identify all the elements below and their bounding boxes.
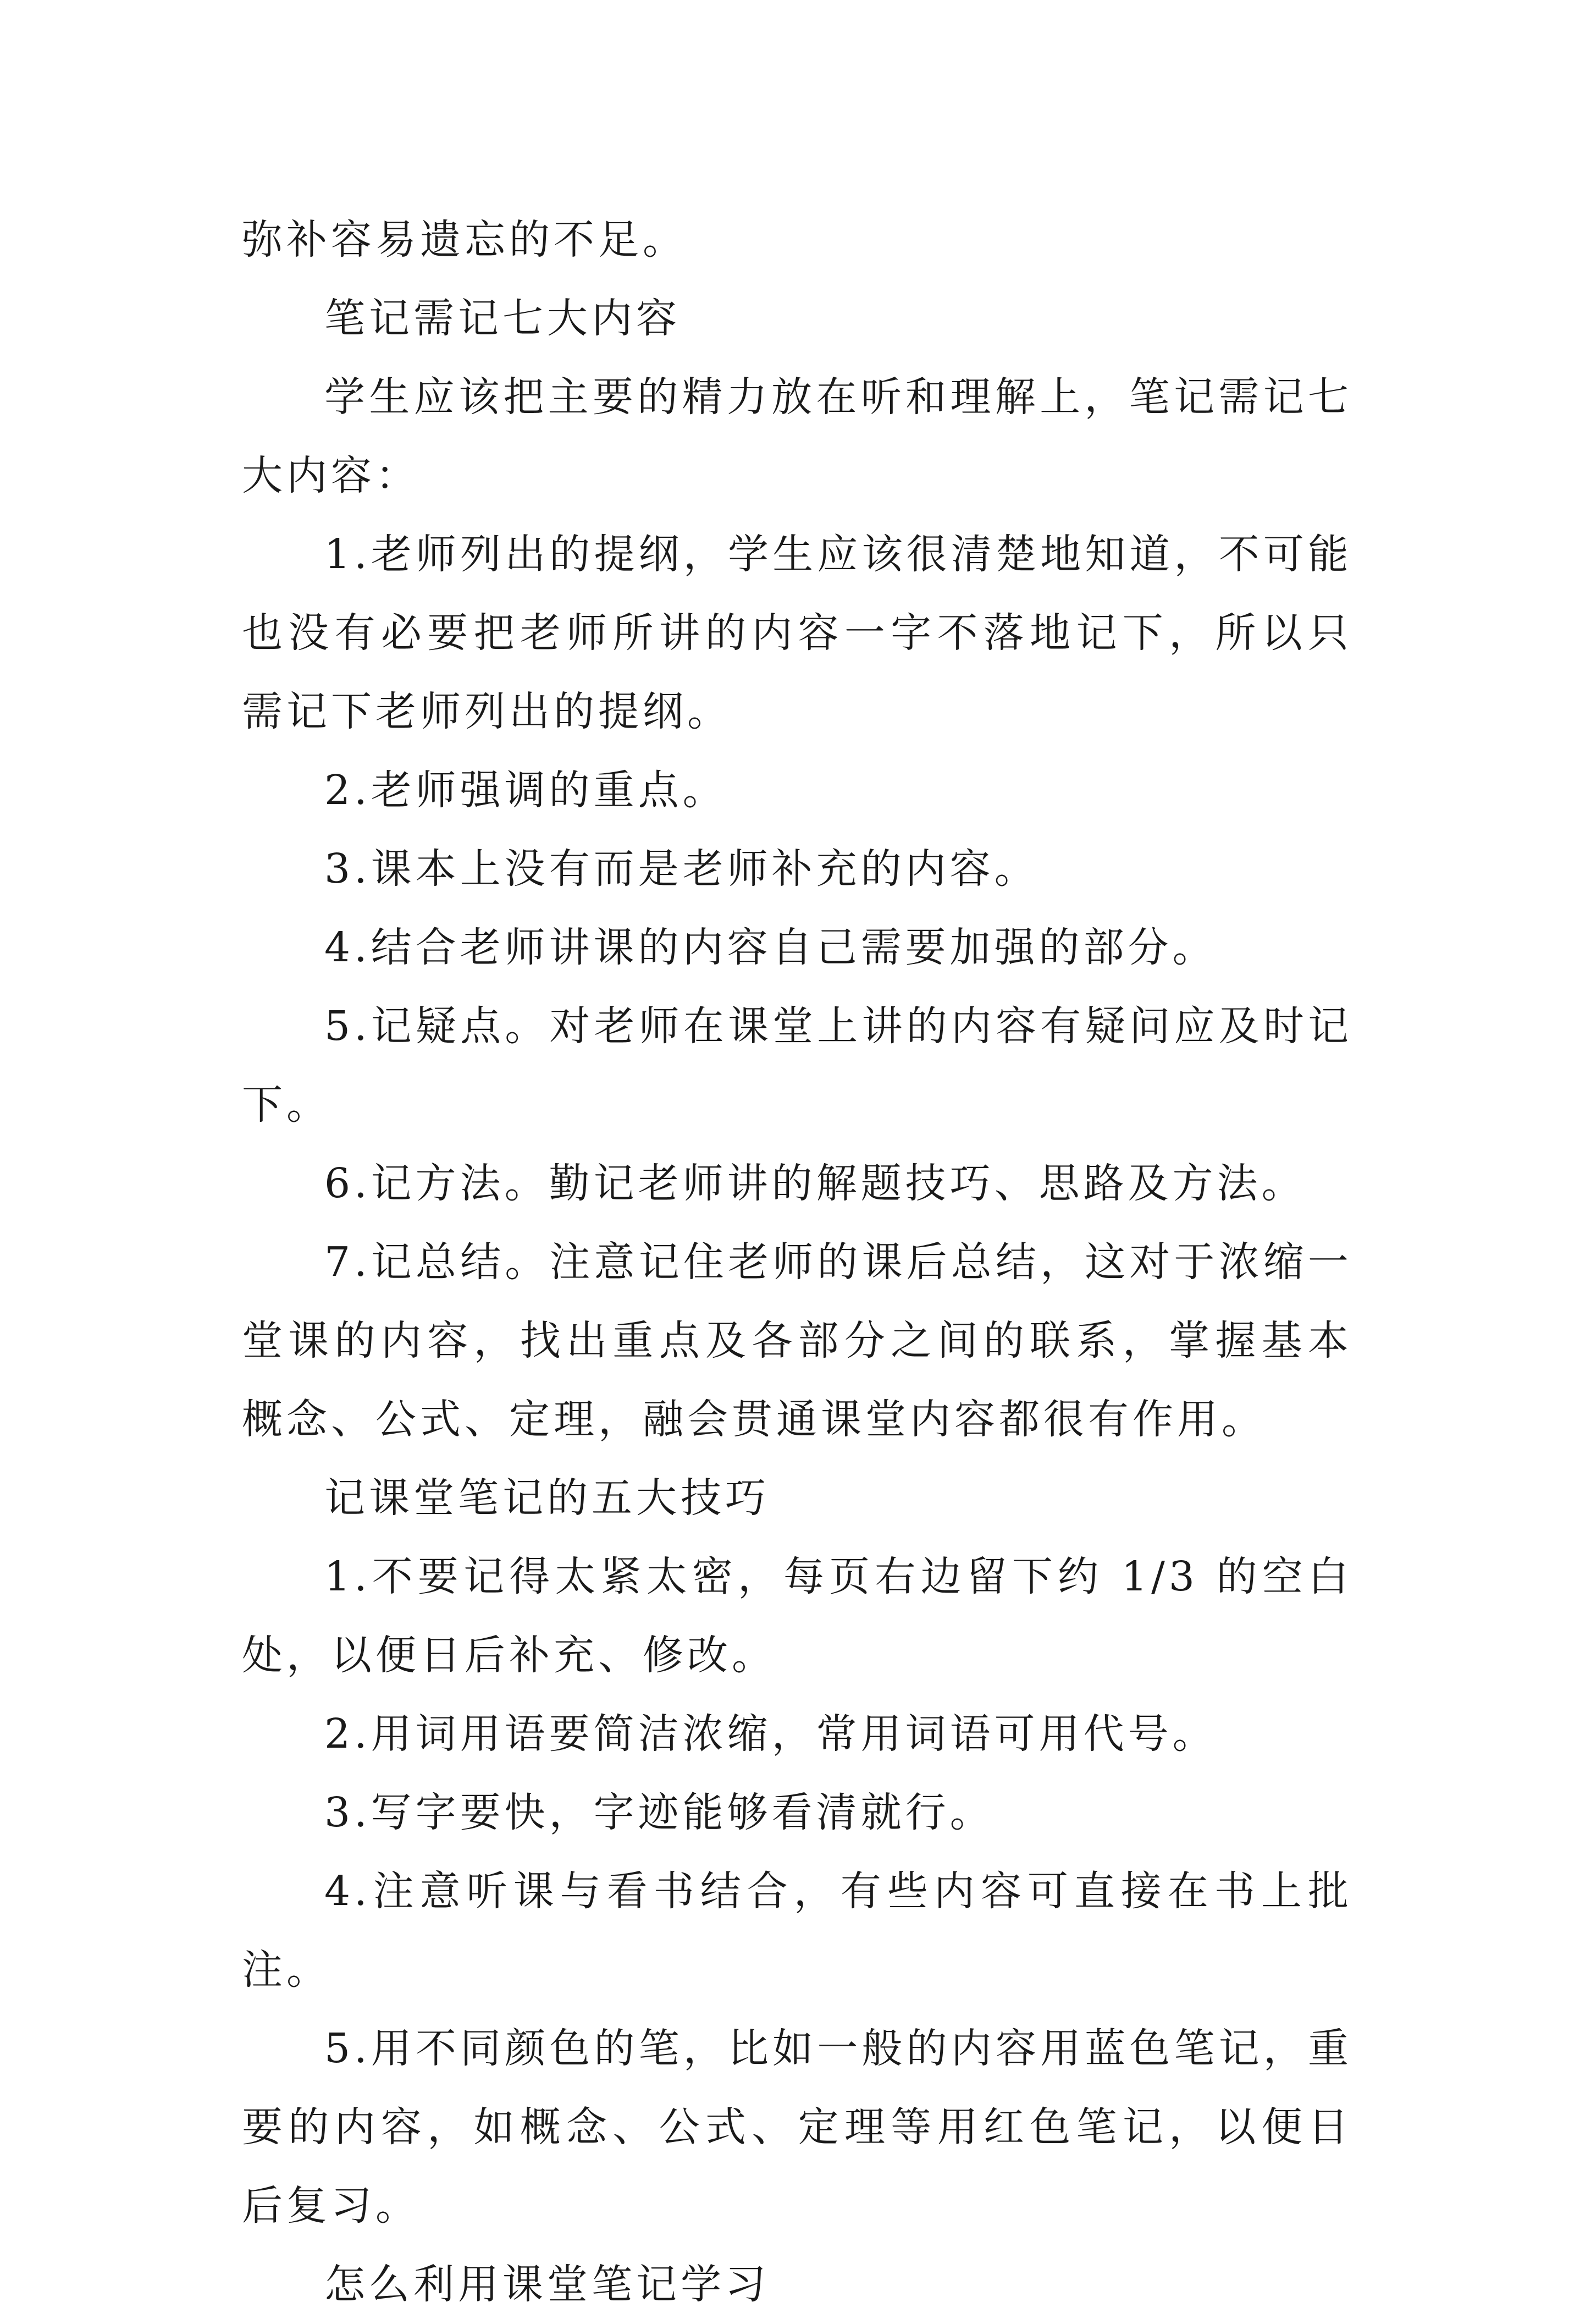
tip-item-5: 5.用不同颜色的笔，比如一般的内容用蓝色笔记，重要的内容，如概念、公式、定理等用红色笔记，以便日后复习。 xyxy=(242,2025,1352,2229)
section-heading-seven-contents: 笔记需记七大内容 xyxy=(324,295,681,342)
section-heading-using-notes: 怎么利用课堂笔记学习 xyxy=(324,2261,770,2308)
section-heading-five-tips: 记课堂笔记的五大技巧 xyxy=(324,1474,770,1522)
tip-item-1: 1.不要记得太紧太密，每页右边留下约 1/3 的空白处，以便日后补充、修改。 xyxy=(242,1553,1352,1679)
list-item-1: 1.老师列出的提纲，学生应该很清楚地知道，不可能也没有必要把老师所讲的内容一字不落地记下，所以只需记下老师列出的提纲。 xyxy=(242,531,1352,735)
tip-item-2: 2.用词用语要简洁浓缩，常用词语可用代号。 xyxy=(324,1710,1217,1758)
paragraph-intro: 学生应该把主要的精力放在听和理解上，笔记需记七大内容： xyxy=(242,373,1352,499)
list-item-7: 7.记总结。注意记住老师的课后总结，这对于浓缩一堂课的内容，找出重点及各部分之间的联系，掌握基本概念、公式、定理，融会贯通课堂内容都很有作用。 xyxy=(242,1238,1352,1443)
paragraph-continuation: 弥补容易遗忘的不足。 xyxy=(242,216,687,263)
list-item-3: 3.课本上没有而是老师补充的内容。 xyxy=(324,845,1039,893)
list-item-4: 4.结合老师讲课的内容自己需要加强的部分。 xyxy=(324,924,1217,971)
document-body xyxy=(242,201,1352,2324)
list-item-6: 6.记方法。勤记老师讲的解题技巧、思路及方法。 xyxy=(324,1160,1306,1207)
list-item-5: 5.记疑点。对老师在课堂上讲的内容有疑问应及时记下。 xyxy=(242,1003,1352,1128)
tip-item-3: 3.写字要快，字迹能够看清就行。 xyxy=(324,1789,995,1836)
tip-item-4: 4.注意听课与看书结合，有些内容可直接在书上批注。 xyxy=(242,1868,1352,1993)
list-item-2: 2.老师强调的重点。 xyxy=(324,767,727,814)
